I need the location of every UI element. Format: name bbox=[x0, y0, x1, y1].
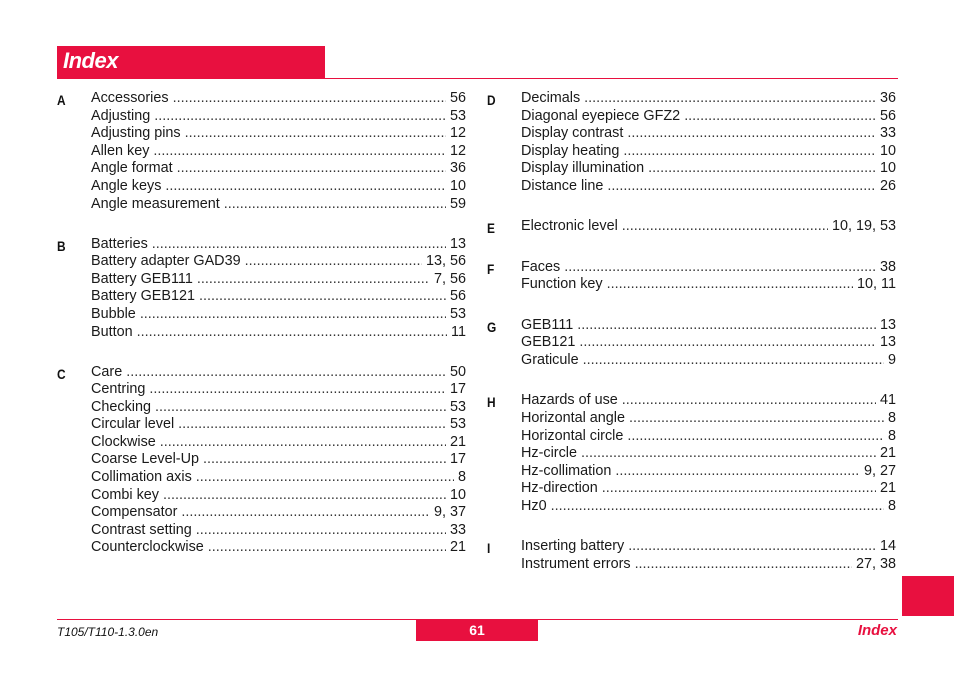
document-id: T105/T110-1.3.0en bbox=[57, 625, 159, 639]
entry-term: Electronic level bbox=[521, 218, 618, 235]
index-entry bbox=[91, 253, 466, 271]
entry-pages: 53 bbox=[449, 398, 466, 415]
dot-leader bbox=[140, 306, 446, 324]
entry-term: Hz-direction bbox=[521, 480, 598, 497]
dot-leader bbox=[149, 381, 446, 399]
index-section-i bbox=[487, 538, 896, 573]
index-entry bbox=[521, 259, 896, 277]
index-section-a bbox=[57, 90, 466, 213]
dot-leader bbox=[577, 317, 876, 335]
entry-pages: 7, 56 bbox=[433, 270, 466, 287]
index-entry bbox=[521, 108, 896, 126]
entry-term: Instrument errors bbox=[521, 555, 631, 572]
index-entry bbox=[521, 480, 896, 498]
index-section-e bbox=[487, 218, 896, 236]
entry-pages: 13 bbox=[449, 235, 466, 252]
section-letter: F bbox=[487, 260, 495, 277]
index-entry bbox=[91, 236, 466, 254]
index-entry bbox=[91, 90, 466, 108]
index-entry bbox=[91, 504, 466, 522]
section-letter: E bbox=[487, 220, 495, 237]
entry-term: Diagonal eyepiece GFZ2 bbox=[521, 107, 681, 124]
entry-term: Contrast setting bbox=[91, 521, 192, 538]
index-column-left bbox=[57, 90, 466, 557]
entry-pages: 10, 11 bbox=[857, 276, 896, 293]
section-letter: D bbox=[487, 92, 496, 108]
entry-pages: 53 bbox=[449, 305, 466, 322]
entry-term: Distance line bbox=[521, 177, 604, 194]
index-entry bbox=[91, 306, 466, 324]
index-entry bbox=[91, 381, 466, 399]
entry-pages: 13, 56 bbox=[425, 253, 466, 270]
entry-list bbox=[521, 259, 896, 294]
entry-pages: 38 bbox=[879, 258, 896, 275]
dot-leader bbox=[245, 253, 422, 271]
index-entry bbox=[521, 125, 896, 143]
page-number: 61 bbox=[416, 619, 538, 641]
entry-term: GEB121 bbox=[521, 334, 576, 351]
dot-leader bbox=[584, 90, 876, 108]
dot-leader bbox=[583, 352, 884, 370]
page-title: Index bbox=[63, 48, 118, 73]
entry-pages: 17 bbox=[449, 381, 466, 398]
entry-term: Hz-collimation bbox=[521, 462, 612, 479]
dot-leader bbox=[551, 498, 884, 516]
entry-pages: 10 bbox=[879, 160, 896, 177]
entry-term: Clockwise bbox=[91, 433, 156, 450]
entry-list bbox=[521, 90, 896, 196]
index-entry bbox=[521, 178, 896, 196]
entry-term: Button bbox=[91, 323, 133, 340]
section-letter: H bbox=[487, 394, 496, 411]
index-entry bbox=[521, 90, 896, 108]
dot-leader bbox=[208, 539, 446, 557]
entry-pages: 36 bbox=[449, 160, 466, 177]
dot-leader bbox=[196, 522, 446, 540]
entry-term: Circular level bbox=[91, 416, 175, 433]
dot-leader bbox=[579, 334, 876, 352]
entry-term: Display heating bbox=[521, 142, 620, 159]
index-section-h bbox=[487, 392, 896, 515]
entry-term: Hazards of use bbox=[521, 392, 618, 409]
entry-pages: 10 bbox=[879, 142, 896, 159]
dot-leader bbox=[126, 364, 446, 382]
entry-term: Counterclockwise bbox=[91, 539, 204, 556]
entry-pages: 13 bbox=[879, 334, 896, 351]
footer-section-name: Index bbox=[857, 622, 897, 639]
dot-leader bbox=[607, 276, 853, 294]
dot-leader bbox=[155, 399, 446, 417]
section-letter: A bbox=[57, 92, 66, 108]
index-entry bbox=[521, 445, 896, 463]
entry-list bbox=[521, 392, 896, 515]
index-entry bbox=[91, 539, 466, 557]
index-section-f bbox=[487, 259, 896, 294]
entry-pages: 8 bbox=[887, 427, 896, 444]
index-entry bbox=[521, 556, 896, 574]
section-letter: I bbox=[487, 540, 491, 557]
dot-leader bbox=[607, 178, 876, 196]
index-entry bbox=[91, 143, 466, 161]
entry-term: Compensator bbox=[91, 504, 178, 521]
entry-term: Hz0 bbox=[521, 497, 547, 514]
index-entry bbox=[521, 160, 896, 178]
index-section-d bbox=[487, 90, 896, 196]
index-entry bbox=[521, 334, 896, 352]
entry-term: Battery GEB121 bbox=[91, 288, 195, 305]
entry-term: Bubble bbox=[91, 305, 136, 322]
entry-pages: 11 bbox=[451, 323, 466, 340]
dot-leader bbox=[181, 504, 430, 522]
index-entry bbox=[91, 324, 466, 342]
dot-leader bbox=[627, 428, 884, 446]
index-entry bbox=[521, 538, 896, 556]
entry-term: Adjusting pins bbox=[91, 125, 181, 142]
entry-term: Angle format bbox=[91, 160, 173, 177]
entry-term: Display illumination bbox=[521, 160, 645, 177]
entry-pages: 9 bbox=[887, 351, 896, 368]
index-entry bbox=[91, 271, 466, 289]
dot-leader bbox=[173, 90, 446, 108]
entry-list bbox=[521, 317, 896, 370]
entry-list bbox=[521, 218, 896, 236]
dot-leader bbox=[684, 108, 876, 126]
index-entry bbox=[91, 108, 466, 126]
entry-pages: 41 bbox=[879, 392, 896, 409]
section-letter: B bbox=[57, 237, 66, 254]
entry-pages: 14 bbox=[879, 538, 896, 555]
dot-leader bbox=[615, 463, 860, 481]
entry-term: Horizontal angle bbox=[521, 409, 625, 426]
index-entry bbox=[521, 317, 896, 335]
entry-pages: 56 bbox=[879, 107, 896, 124]
dot-leader bbox=[160, 434, 446, 452]
entry-pages: 36 bbox=[879, 90, 896, 106]
entry-pages: 50 bbox=[449, 363, 466, 380]
entry-pages: 33 bbox=[879, 125, 896, 142]
side-thumb-tab bbox=[902, 576, 954, 616]
index-entry bbox=[91, 288, 466, 306]
dot-leader bbox=[137, 324, 447, 342]
entry-list bbox=[91, 90, 466, 213]
entry-pages: 8 bbox=[457, 469, 466, 486]
index-entry bbox=[521, 352, 896, 370]
dot-leader bbox=[203, 451, 446, 469]
entry-term: Adjusting bbox=[91, 107, 151, 124]
entry-pages: 27, 38 bbox=[855, 555, 896, 572]
index-entry bbox=[91, 434, 466, 452]
entry-pages: 8 bbox=[887, 497, 896, 514]
index-section-b bbox=[57, 236, 466, 342]
dot-leader bbox=[197, 271, 430, 289]
entry-term: Care bbox=[91, 363, 123, 380]
dot-leader bbox=[629, 410, 884, 428]
entry-pages: 8 bbox=[887, 409, 896, 426]
entry-list bbox=[91, 364, 466, 558]
entry-term: Accessories bbox=[91, 90, 169, 106]
entry-pages: 53 bbox=[449, 416, 466, 433]
dot-leader bbox=[224, 196, 446, 214]
entry-pages: 56 bbox=[449, 288, 466, 305]
title-divider bbox=[57, 78, 898, 79]
dot-leader bbox=[196, 469, 454, 487]
entry-pages: 21 bbox=[879, 445, 896, 462]
entry-term: Display contrast bbox=[521, 125, 624, 142]
entry-pages: 56 bbox=[449, 90, 466, 106]
dot-leader bbox=[581, 445, 876, 463]
index-entry bbox=[91, 522, 466, 540]
entry-pages: 10 bbox=[449, 486, 466, 503]
entry-term: Allen key bbox=[91, 142, 150, 159]
dot-leader bbox=[154, 108, 446, 126]
entry-list bbox=[521, 538, 896, 573]
entry-term: Decimals bbox=[521, 90, 581, 106]
index-entry bbox=[521, 410, 896, 428]
entry-term: Coarse Level-Up bbox=[91, 451, 199, 468]
dot-leader bbox=[153, 143, 446, 161]
entry-pages: 9, 37 bbox=[433, 504, 466, 521]
entry-pages: 33 bbox=[449, 521, 466, 538]
entry-pages: 10 bbox=[449, 177, 466, 194]
dot-leader bbox=[627, 125, 876, 143]
index-entry bbox=[91, 160, 466, 178]
entry-term: Function key bbox=[521, 276, 603, 293]
dot-leader bbox=[622, 392, 876, 410]
index-entry bbox=[91, 364, 466, 382]
entry-pages: 12 bbox=[449, 142, 466, 159]
section-letter: G bbox=[487, 318, 497, 335]
entry-pages: 21 bbox=[449, 539, 466, 556]
entry-term: Hz-circle bbox=[521, 445, 577, 462]
dot-leader bbox=[602, 480, 876, 498]
entry-pages: 26 bbox=[879, 177, 896, 194]
entry-term: Graticule bbox=[521, 351, 579, 368]
index-entry bbox=[521, 218, 896, 236]
index-entry bbox=[91, 178, 466, 196]
entry-pages: 53 bbox=[449, 107, 466, 124]
dot-leader bbox=[635, 556, 852, 574]
dot-leader bbox=[648, 160, 876, 178]
entry-pages: 59 bbox=[449, 195, 466, 212]
index-entry bbox=[91, 125, 466, 143]
entry-term: Collimation axis bbox=[91, 469, 192, 486]
dot-leader bbox=[163, 487, 446, 505]
entry-term: Batteries bbox=[91, 235, 148, 252]
index-section-g bbox=[487, 317, 896, 370]
entry-pages: 10, 19, 53 bbox=[831, 218, 896, 235]
index-entry bbox=[521, 428, 896, 446]
index-entry bbox=[521, 498, 896, 516]
dot-leader bbox=[178, 416, 446, 434]
index-entry bbox=[521, 143, 896, 161]
entry-pages: 13 bbox=[879, 316, 896, 333]
entry-pages: 9, 27 bbox=[863, 462, 896, 479]
entry-term: Inserting battery bbox=[521, 538, 625, 555]
entry-term: Horizontal circle bbox=[521, 427, 624, 444]
entry-pages: 17 bbox=[449, 451, 466, 468]
dot-leader bbox=[628, 538, 876, 556]
dot-leader bbox=[152, 236, 446, 254]
entry-term: Combi key bbox=[91, 486, 159, 503]
index-entry bbox=[91, 416, 466, 434]
entry-term: GEB111 bbox=[521, 316, 574, 333]
index-entry bbox=[91, 196, 466, 214]
entry-term: Battery GEB111 bbox=[91, 270, 193, 287]
entry-term: Checking bbox=[91, 398, 151, 415]
dot-leader bbox=[177, 160, 446, 178]
dot-leader bbox=[185, 125, 446, 143]
entry-term: Faces bbox=[521, 258, 561, 275]
index-entry bbox=[91, 487, 466, 505]
index-entry bbox=[91, 469, 466, 487]
index-entry bbox=[521, 392, 896, 410]
index-entry bbox=[521, 463, 896, 481]
index-entry bbox=[91, 451, 466, 469]
index-entry bbox=[521, 276, 896, 294]
index-section-c bbox=[57, 364, 466, 558]
dot-leader bbox=[564, 259, 876, 277]
entry-term: Centring bbox=[91, 381, 146, 398]
dot-leader bbox=[622, 218, 828, 236]
entry-term: Angle measurement bbox=[91, 195, 220, 212]
entry-pages: 12 bbox=[449, 125, 466, 142]
section-letter: C bbox=[57, 365, 66, 382]
entry-term: Angle keys bbox=[91, 177, 162, 194]
entry-list bbox=[91, 236, 466, 342]
entry-pages: 21 bbox=[449, 433, 466, 450]
entry-term: Battery adapter GAD39 bbox=[91, 253, 241, 270]
entry-pages: 21 bbox=[879, 480, 896, 497]
dot-leader bbox=[165, 178, 446, 196]
dot-leader bbox=[199, 288, 446, 306]
dot-leader bbox=[623, 143, 876, 161]
index-column-right bbox=[487, 90, 896, 573]
index-entry bbox=[91, 399, 466, 417]
